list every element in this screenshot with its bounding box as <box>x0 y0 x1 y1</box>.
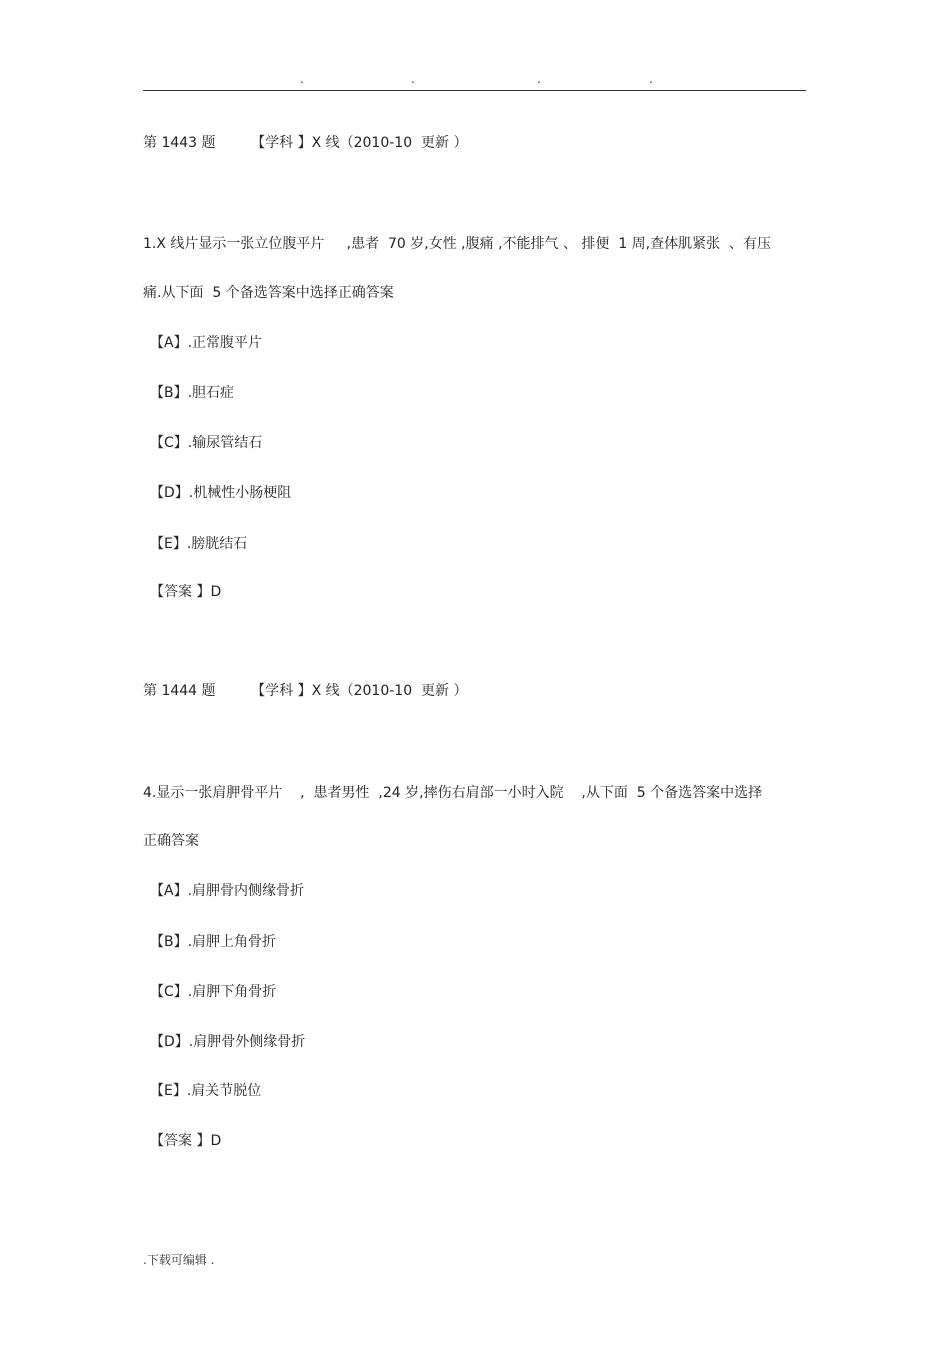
question-heading: 第 1443 题 【学科 】X 线（2010-10 更新 ） <box>143 135 468 151</box>
question-stem: 1.X 线片显示一张立位腹平片 ,患者 70 岁,女性 ,腹痛 ,不能排气 、 排便 1 周,查体肌紧张 、有压 <box>143 236 772 252</box>
footer-text: .下载可编辑 . <box>143 1253 215 1267</box>
option-e: 【E】.肩关节脱位 <box>150 1083 262 1099</box>
option-b: 【B】.胆石症 <box>150 385 235 401</box>
answer: 【答案 】D <box>150 1133 222 1149</box>
question-stem: 正确答案 <box>143 833 199 849</box>
question-stem: 4.显示一张肩胛骨平片 , 患者男性 ,24 岁,摔伤右肩部一小时入院 ,从下面 5 个备选答案中选择 <box>143 785 763 801</box>
header-dot: . <box>411 72 415 86</box>
header-dot: . <box>649 72 653 86</box>
option-c: 【C】.输尿管结石 <box>150 435 263 451</box>
option-e: 【E】.膀胱结石 <box>150 536 248 552</box>
option-a: 【A】.正常腹平片 <box>150 335 263 351</box>
question-heading: 第 1444 题 【学科 】X 线（2010-10 更新 ） <box>143 683 468 699</box>
question-stem: 痛.从下面 5 个备选答案中选择正确答案 <box>143 285 394 301</box>
option-a: 【A】.肩胛骨内侧缘骨折 <box>150 883 305 899</box>
header-dot: . <box>300 72 304 86</box>
option-c: 【C】.肩胛下角骨折 <box>150 984 277 1000</box>
answer: 【答案 】D <box>150 584 222 600</box>
option-d: 【D】.肩胛骨外侧缘骨折 <box>150 1034 306 1050</box>
header-dot: . <box>537 72 541 86</box>
header-rule <box>143 90 806 91</box>
option-b: 【B】.肩胛上角骨折 <box>150 934 277 950</box>
option-d: 【D】.机械性小肠梗阻 <box>150 485 292 501</box>
